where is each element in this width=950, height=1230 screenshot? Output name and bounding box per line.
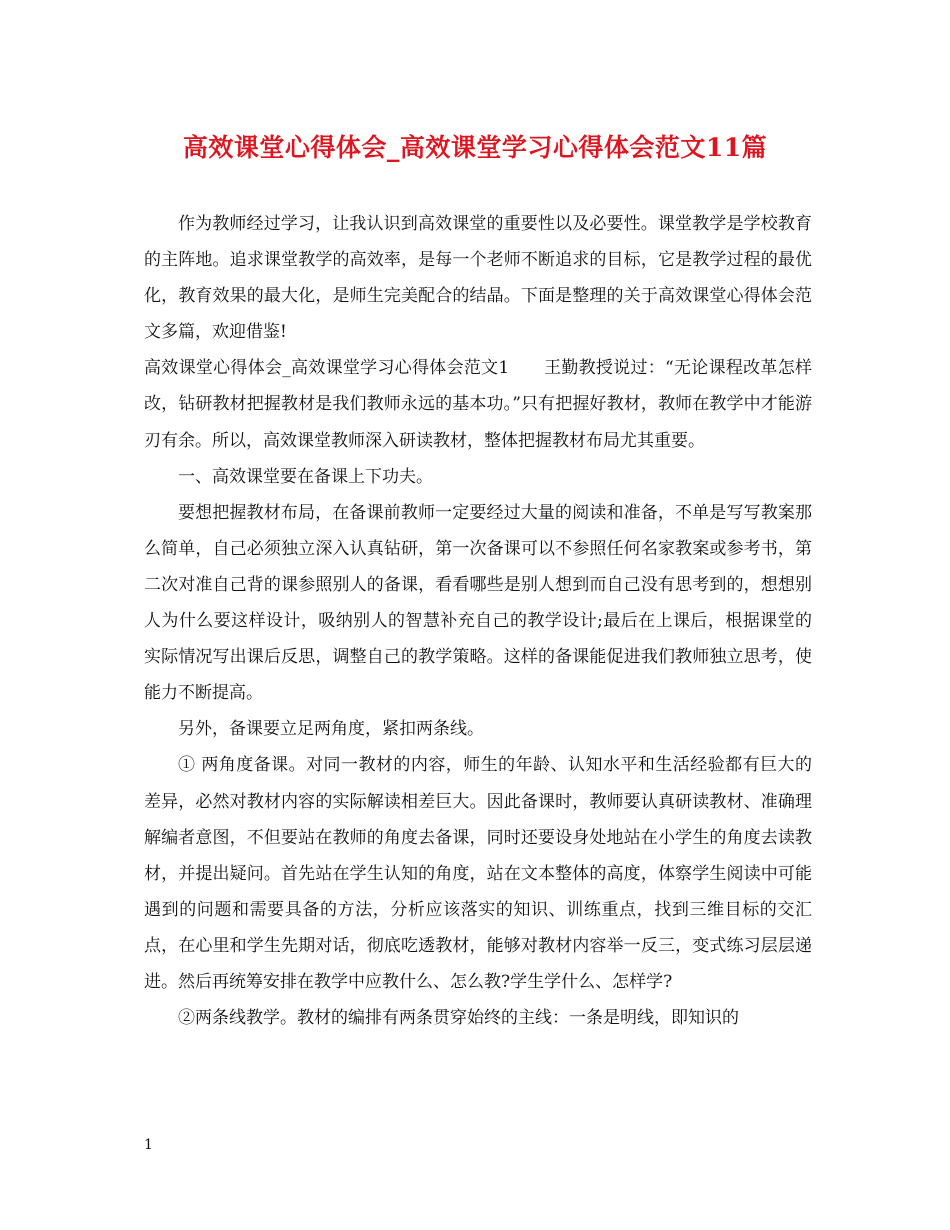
paragraph-lesson-prep: 要想把握教材布局，在备课前教师一定要经过大量的阅读和准备，不单是写写教案那么简单，自己必须独立深入认真钻研，第一次备课可以不参照任何名家教案或参考书，第二次对准自己背的课参照别人的备课，看看哪些是别人想到而自己没有思考到的，想想别人为什么要这样设计，吸纳别人的智慧补充自己的教学设计;最后在上课后，根据课堂的实际情况写出课后反思，调整自己的教学策略。这样的备课能促进我们教师独立思考，使能力不断提高。 <box>144 502 812 704</box>
paragraph-two-angles: ① 两角度备课。对同一教材的内容，师生的年龄、认知水平和生活经验都有巨大的差异，必然对教材内容的实际解读相差巨大。因此备课时，教师要认真研读教材、准确理解编者意图，不但要站在教师的角度去备课，同时还要设身处地站在小学生的角度去读教材，并提出疑问。首先站在学生认知的角度，站在文本整体的高度，体察学生阅读中可能遇到的问题和需要具备的方法，分析应该落实的知识、训练重点，找到三维目标的交汇点，在心里和学生先期对话，彻底吃透教材，能够对教材内容举一反三，变式练习层层递进。然后再统筹安排在教学中应教什么、怎么教?学生学什么、怎样学? <box>144 755 812 992</box>
document-title: 高效课堂心得体会_高效课堂学习心得体会范文11篇 <box>182 133 768 162</box>
paragraph-article-1-opening: 高效课堂心得体会_高效课堂学习心得体会范文1 王勤教授说过：“无论课程改革怎样改，钻研教材把握教材是我们教师永远的基本功。”只有把握好教材，教师在教学中才能游刃有余。所以，高效课堂教师深入研读教材，整体把握教材布局尤其重要。 <box>144 358 812 451</box>
paragraph-heading-1: 一、高效课堂要在备课上下功夫。 <box>178 466 433 487</box>
paragraph-intro: 作为教师经过学习，让我认识到高效课堂的重要性以及必要性。课堂教学是学校教育的主阵地。追求课堂教学的高效率，是每一个老师不断追求的目标，它是教学过程的最优化，教育效果的最大化，是师生完美配合的结晶。下面是整理的关于高效课堂心得体会范文多篇，欢迎借鉴! <box>144 214 812 343</box>
paragraph-two-lines: ②两条线教学。教材的编排有两条贯穿始终的主线：一条是明线，即知识的 <box>178 1008 739 1029</box>
page-number: 1 <box>144 1137 153 1153</box>
paragraph-two-angles-intro: 另外，备课要立足两角度，紧扣两条线。 <box>178 719 484 740</box>
document-body <box>144 206 812 1036</box>
